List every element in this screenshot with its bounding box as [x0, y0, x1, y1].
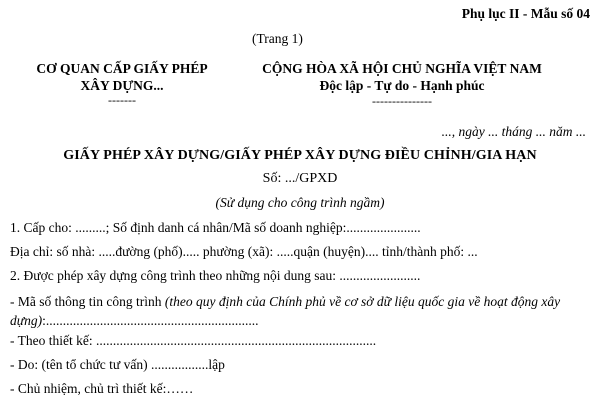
agency-divider: -------	[108, 93, 136, 107]
field-chief-designer: - Chủ nhiệm, chủ trì thiết kế:……	[10, 381, 194, 396]
field-issued-to: 1. Cấp cho: .........; Số định danh cá nhân/Mã số doanh nghiệp:......................	[10, 220, 421, 235]
date-line: ..., ngày ... tháng ... năm ...	[441, 124, 586, 139]
national-header	[240, 60, 564, 94]
agency-name-line1: CƠ QUAN CẤP GIẤY PHÉP	[36, 61, 208, 76]
nation-motto: Độc lập - Tự do - Hạnh phúc	[319, 78, 485, 93]
appendix-label: Phụ lục II - Mẫu số 04	[461, 6, 590, 21]
document-title: GIẤY PHÉP XÂY DỰNG/GIẤY PHÉP XÂY DỰNG ĐIỀU CHỈNH/GIA HẠN	[63, 148, 537, 163]
usage-note: (Sử dụng cho công trình ngầm)	[215, 195, 385, 210]
project-code-note: (theo quy định của Chính phủ về cơ sở dữ liệu quốc gia về hoạt động xây dựng)	[10, 294, 561, 328]
field-permitted-content: 2. Được phép xây dựng công trình theo những nội dung sau: ........................	[10, 268, 421, 283]
field-project-code	[10, 292, 585, 330]
nation-name: CỘNG HÒA XÃ HỘI CHỦ NGHĨA VIỆT NAM	[262, 61, 542, 76]
project-code-dots: :...............................................................	[42, 313, 259, 328]
project-code-label: - Mã số thông tin công trình	[10, 294, 165, 309]
field-address: Địa chỉ: số nhà: .....đường (phố)..... phường (xã): .....quận (huyện).... tỉnh/thành phố: ...	[10, 244, 478, 259]
field-design: - Theo thiết kế: ...................................................................................	[10, 333, 377, 348]
page-number: (Trang 1)	[252, 31, 303, 46]
permit-number: Số: .../GPXD	[262, 171, 338, 186]
issuing-agency	[8, 60, 236, 94]
nation-divider: ---------------	[372, 94, 432, 108]
field-consultant: - Do: (tên tổ chức tư vấn) .................lập	[10, 357, 225, 372]
agency-name-line2: XÂY DỰNG...	[80, 78, 164, 93]
